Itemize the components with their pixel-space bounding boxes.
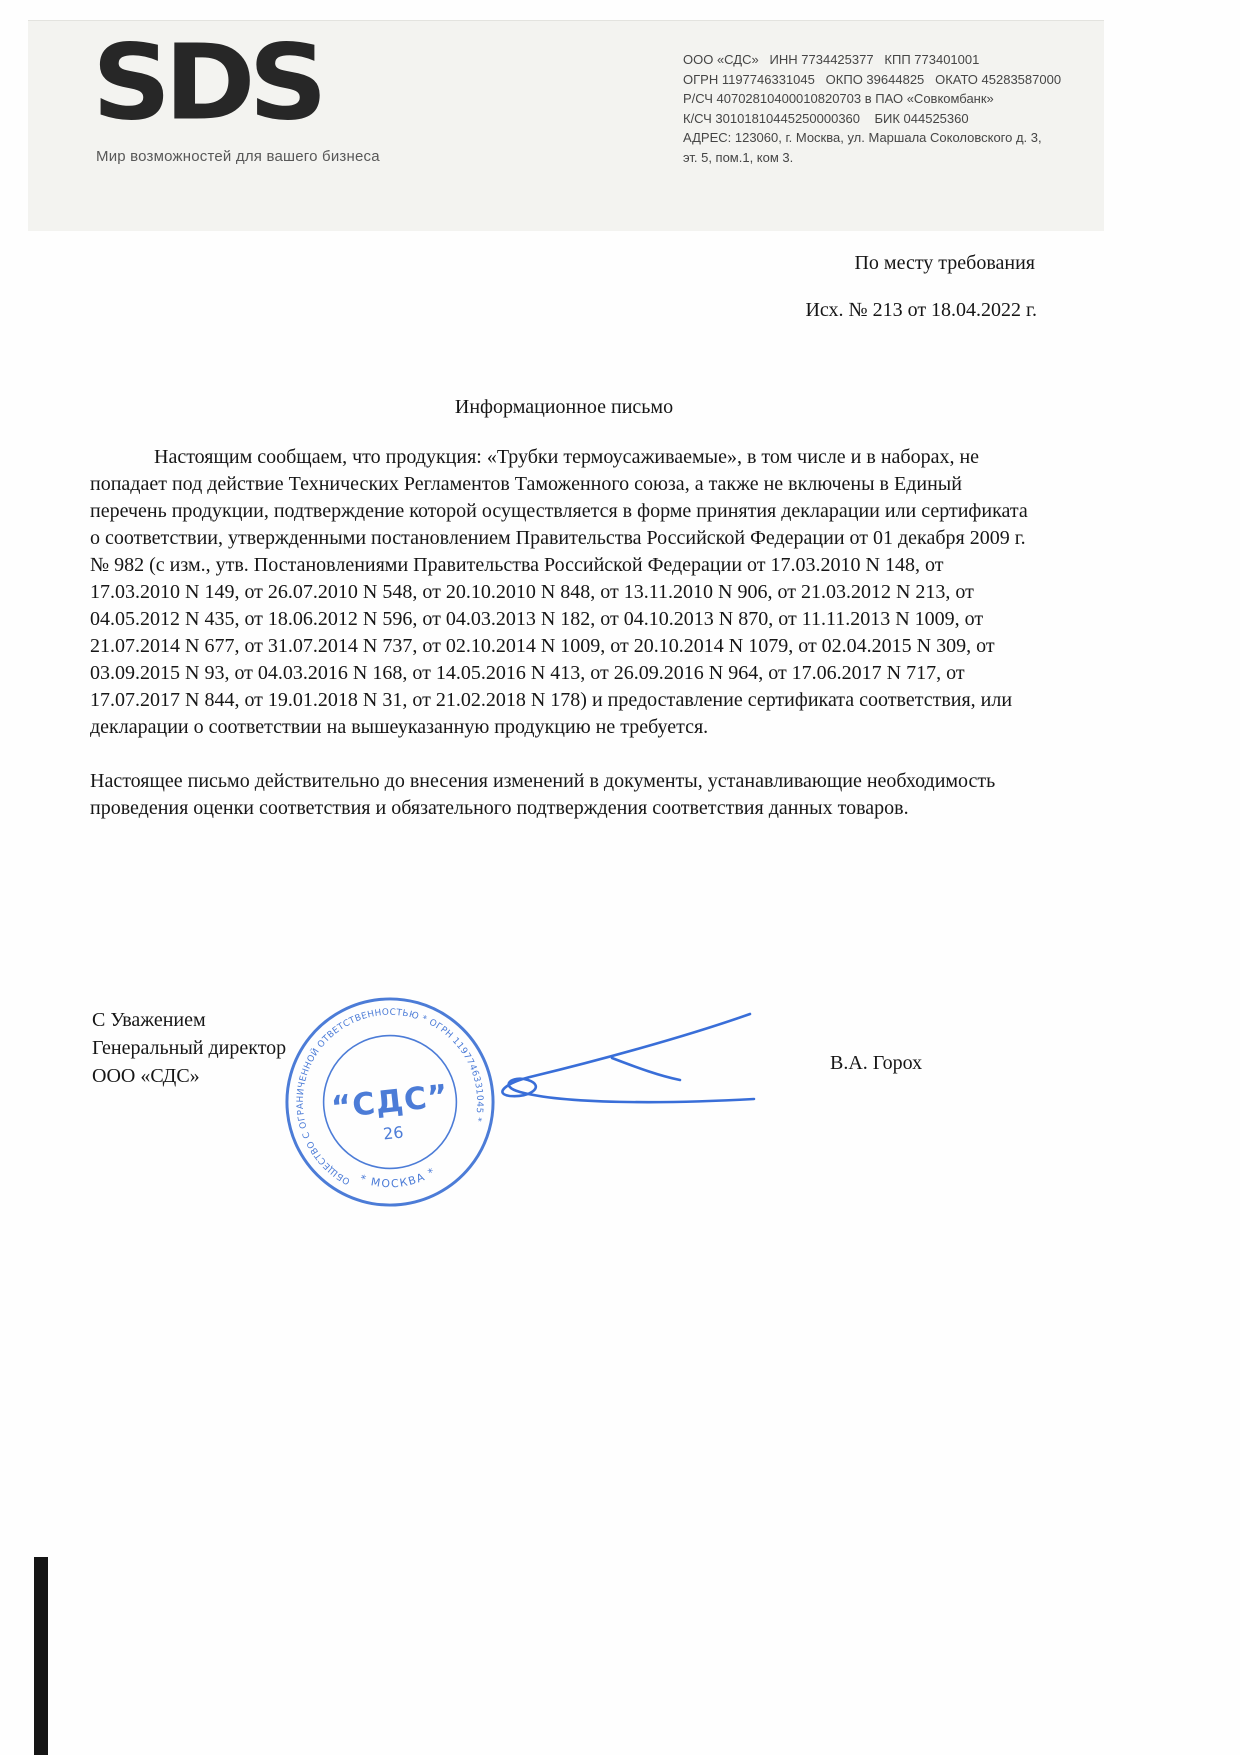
company-detail-line: Р/СЧ 40702810400010820703 в ПАО «Совкомбанк» xyxy=(683,91,994,106)
body-paragraph-2: Настоящее письмо действительно до внесения изменений в документы, устанавливающие необходимость проведения оценки соответствия и обязательного подтверждения соответствия данных товаров. xyxy=(90,770,996,819)
company-detail-line: К/СЧ 30101810445250000360 БИК 044525360 xyxy=(683,110,969,126)
company-details xyxy=(683,50,1083,167)
stamp-number: 26 xyxy=(382,1122,405,1144)
reference-number-line: Исх. № 213 от 18.04.2022 г. xyxy=(805,299,1037,321)
closing-line-company: ООО «СДС» xyxy=(92,1065,200,1087)
company-detail-line: АДРЕС: 123060, г. Москва, ул. Маршала Соколовского д. 3, xyxy=(683,130,1042,145)
closing-line-regards: С Уважением xyxy=(92,1009,206,1031)
letter-body xyxy=(90,444,1038,822)
stamp-center-name: “СДС” xyxy=(329,1077,451,1126)
company-detail-line: эт. 5, пом.1, ком 3. xyxy=(683,149,794,165)
document-title: Информационное письмо xyxy=(454,396,674,418)
stamp-city-textpath: * МОСКВА * xyxy=(358,1164,439,1191)
company-detail-line: ОГРН 1197746331045 ОКПО 39644825 ОКАТО 45283587000 xyxy=(683,71,1062,87)
recipient-line: По месту требования xyxy=(854,252,1035,274)
company-logo: SDS xyxy=(92,21,321,144)
closing-line-position: Генеральный директор xyxy=(92,1037,287,1059)
company-detail-line: ООО «СДС» ИНН 7734425377 КПП 773401001 xyxy=(683,52,980,67)
stamp-ring-textpath: ОБЩЕСТВО С ОГРАНИЧЕННОЙ ОТВЕТСТВЕННОСТЬЮ * ОГРН 1197746331045 * xyxy=(295,1007,485,1186)
body-paragraph-1: Настоящим сообщаем, что продукция: «Трубки термоусаживаемые», в том числе и в наборах, не попадает под действие Технических Регламентов Таможенного союза, а также не включены в Единый перечень продукции, подтверждение которой осуществляется в форме принятия декларации или сертификата о соответствии, утвержденными постановлением Правительства Российской Федерации от 01 декабря 2009 г. № 982 (с изм., утв. Постановлениями Правительства Российской Федерации от 17.03.2010 N 148, от 17.03.2010 N 149, от 26.07.2010 N 548, от 20.10.2010 N 848, от 13.11.2010 N 906, от 21.03.2012 N 213, от 04.05.2012 N 435, от 18.06.2012 N 596, от 04.03.2013 N 182, от 04.10.2013 N 870, от 11.11.2013 N 1009, от 21.07.2014 N 677, от 31.07.2014 N 737, от 02.10.2014 N 1009, от 20.10.2014 N 1079, от 02.04.2015 N 309, от 03.09.2015 N 93, от 04.03.2016 N 168, от 14.05.2016 N 413, от 26.09.2016 N 964, от 17.06.2017 N 717, от 17.07.2017 N 844, от 19.01.2018 N 31, от 21.02.2018 N 178) и предоставление сертификата соответствия, или декларации о соответствии на вышеуказанную продукцию не требуется. xyxy=(90,446,1028,738)
signature-scribble xyxy=(452,1000,772,1120)
closing-block xyxy=(92,1006,286,1090)
signer-name: В.А. Горох xyxy=(830,1052,923,1074)
signature-stroke xyxy=(502,1014,754,1102)
scan-artifact-bar xyxy=(34,1557,48,1755)
signature-stroke-2 xyxy=(612,1058,680,1080)
logo-tagline: Мир возможностей для вашего бизнеса xyxy=(96,148,380,165)
